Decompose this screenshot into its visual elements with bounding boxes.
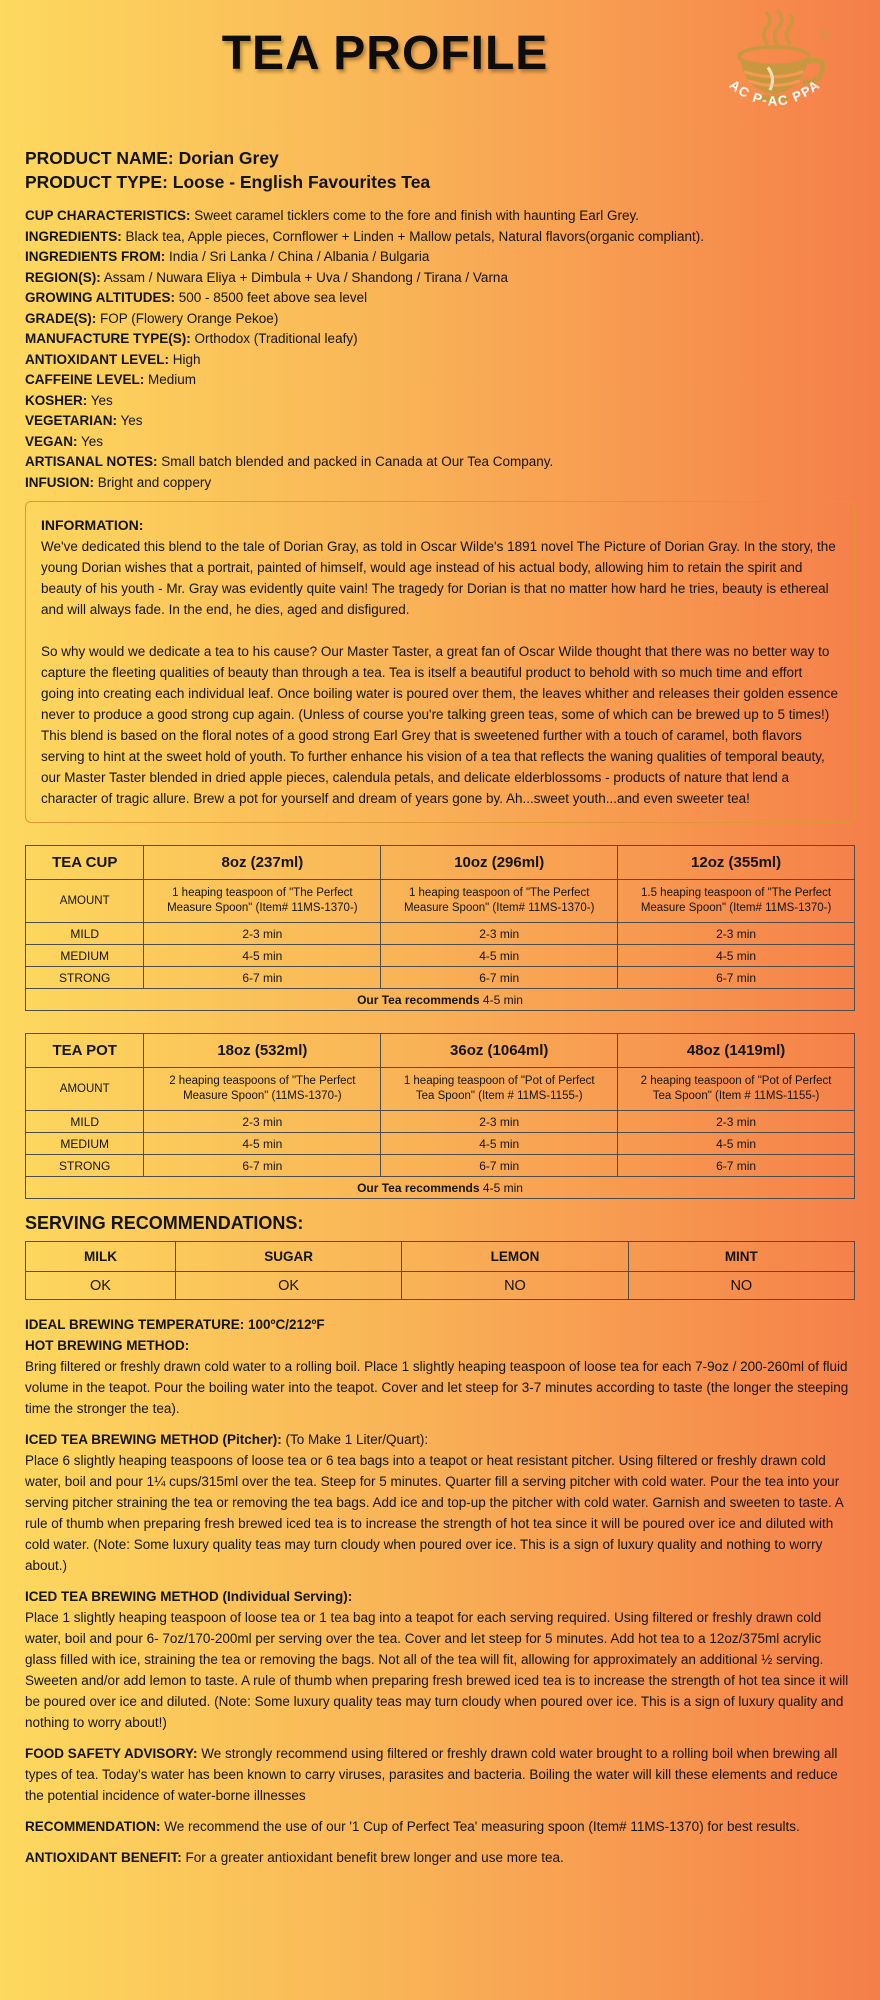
food-safety-body: We strongly recommend using filtered or freshly drawn cold water brought to a rolling boil when brewing all types of tea. Today's water has been known to carry viruses, parasites and bacteria. Boiling the water will kill these elements and reduce the potential incidence of water-borne illnesses (25, 1746, 838, 1803)
iced-individual-body: Place 1 slightly heaping teaspoon of loose tea or 1 tea bag into a teapot for each serving required. Using filtered or freshly drawn cold water, boil and pour 6- 7oz/170-200ml per serving over the tea. Cover and let steep for 5 minutes. Add hot tea to a 12oz/375ml acrylic glass filled with ice, straining the tea or removing the bags. Not all of the tea will fit, allowing for approximately an additional ½ serving. Sweeten and/or add lemon to taste. A rule of thumb when preparing fresh brewed iced tea is to increase the strength of hot tea since it will be poured over ice and diluted. (Note: Some luxury quality teas may turn cloudy when poured over ice. This is a sign of luxury quality and nothing to worry about!) (25, 1610, 849, 1730)
table-cell: NO (628, 1272, 854, 1300)
table-footer-normal: 4-5 min (479, 992, 523, 1007)
attribute-value: India / Sri Lanka / China / Albania / Bulgaria (165, 249, 430, 264)
table-cell: 6-7 min (618, 967, 855, 989)
table-cell: AMOUNT (26, 1068, 144, 1111)
food-safety-label: FOOD SAFETY ADVISORY: (25, 1746, 198, 1761)
recommendation-label: RECOMMENDATION: (25, 1819, 161, 1834)
table-row (26, 1111, 855, 1133)
attribute-row (25, 370, 855, 391)
table-cell: NO (402, 1272, 628, 1300)
product-name-line (25, 146, 855, 170)
page-title: TEA PROFILE (221, 27, 549, 80)
hot-brewing-heading (25, 1335, 855, 1356)
product-type-label: PRODUCT TYPE: (25, 172, 168, 192)
attribute-label: INGREDIENTS: (25, 228, 122, 244)
product-type-line (25, 170, 855, 194)
table-cell: 4-5 min (144, 945, 381, 967)
attribute-value: Black tea, Apple pieces, Cornflower + Linden + Mallow petals, Natural flavors(organic compliant). (121, 228, 705, 244)
table-header-cell: 12oz (355ml) (618, 846, 855, 880)
table-header-row (26, 1034, 855, 1068)
table-cell: 4-5 min (618, 1133, 855, 1155)
table-header-cell: TEA POT (26, 1034, 144, 1068)
table-header-cell: SUGAR (175, 1242, 401, 1272)
table-header-cell: 10oz (296ml) (381, 846, 618, 880)
table-cell: 6-7 min (144, 967, 381, 989)
attribute-label: INFUSION: (25, 474, 94, 490)
hot-brewing-heading-label: HOT BREWING METHOD: (25, 1338, 190, 1353)
iced-pitcher-body: Place 6 slightly heaping teaspoons of loose tea or 6 tea bags into a teapot or heat resistant pitcher. Using filtered or freshly drawn cold water, boil and pour 1¼ cups/315ml over the tea. Steep for 5 minutes. Quarter fill a serving pitcher with cold water. Pour the tea into your serving pitcher straining the tea or removing the tea bags. Add ice and top-up the pitcher with cold water. Garnish and sweeten to taste. A rule of thumb when preparing fresh brewed iced tea is to increase the strength of hot tea since it will be poured over ice and diluted with cold water. (Note: Some luxury quality teas may turn cloudy when poured over ice. This is a sign of luxury quality and nothing to worry about.) (25, 1453, 843, 1573)
attribute-value: High (169, 351, 201, 367)
iced-pitcher-heading (25, 1429, 855, 1450)
attribute-label: GROWING ALTITUDES: (25, 290, 175, 305)
attribute-label: INGREDIENTS FROM: (25, 249, 166, 264)
attribute-row (25, 350, 855, 371)
attribute-list (25, 206, 855, 493)
table-cell: STRONG (26, 1155, 144, 1177)
attribute-label: MANUFACTURE TYPE(S): (25, 331, 191, 346)
attribute-label: REGION(S): (25, 269, 101, 285)
table-row (26, 1272, 855, 1300)
product-name-value: Dorian Grey (173, 148, 279, 168)
attribute-value: Assam / Nuwara Eliya + Dimbula + Uva / Shandong / Tirana / Varna (100, 269, 508, 285)
table-cell: 2-3 min (381, 1111, 618, 1133)
product-type-value: Loose - English Favourites Tea (167, 172, 431, 192)
table-cell: 2-3 min (144, 923, 381, 945)
iced-individual-heading-label: ICED TEA BREWING METHOD (Individual Serving): (25, 1589, 353, 1604)
table-cell: 2-3 min (618, 1111, 855, 1133)
table-header-cell: 36oz (1064ml) (381, 1034, 618, 1068)
table-cell: OK (175, 1272, 401, 1300)
attribute-value: 500 - 8500 feet above sea level (174, 290, 368, 305)
attribute-label: KOSHER: (25, 392, 88, 408)
attribute-row (25, 411, 855, 432)
iced-pitcher-heading-normal: (To Make 1 Liter/Quart): (281, 1432, 429, 1447)
table-cell: 2 heaping teaspoons of "The Perfect Measure Spoon" (11MS-1370-) (144, 1068, 381, 1111)
attribute-label: GRADE(S): (25, 310, 97, 326)
table-header-row (26, 846, 855, 880)
table-footer-cell (26, 989, 855, 1011)
table-cell: 4-5 min (381, 945, 618, 967)
table-footer-bold: Our Tea recommends (357, 992, 480, 1007)
food-safety-advisory (25, 1743, 855, 1806)
product-name-label: PRODUCT NAME: (25, 148, 174, 168)
tea-pot-table (25, 1033, 855, 1199)
information-title: INFORMATION: (41, 517, 144, 533)
table-cell: 4-5 min (381, 1133, 618, 1155)
antioxidant-label: ANTIOXIDANT BENEFIT: (25, 1850, 182, 1865)
attribute-value: Bright and coppery (94, 474, 212, 490)
information-paragraph-1: We've dedicated this blend to the tale of Dorian Gray, as told in Oscar Wilde's 1891 novel The Picture of Dorian Gray. In the story, the young Dorian wishes that a portrait, painted of himself, would age instead of his actual body, allowing him to retain the spirit and beauty of his youth - Mr. Gray was evidently quite vain! The tragedy for Dorian is that no matter how hard he tries, beauty is ethereal and will always fade. In the end, he dies, aged and disfigured. (41, 539, 836, 617)
attribute-label: ANTIOXIDANT LEVEL: (25, 351, 169, 367)
logo-arc-text: AC P-AC PPA (726, 76, 824, 109)
table-cell: MILD (26, 923, 144, 945)
ideal-brewing-temperature: IDEAL BREWING TEMPERATURE: 100ºC/212ºF (25, 1317, 325, 1332)
header (25, 0, 855, 122)
table-header-cell: LEMON (402, 1242, 628, 1272)
table-footer-cell (26, 1177, 855, 1199)
attribute-row (25, 268, 855, 289)
table-cell: 6-7 min (618, 1155, 855, 1177)
attribute-value: Orthodox (Traditional leafy) (190, 331, 358, 346)
attribute-row (25, 309, 855, 330)
table-row (26, 945, 855, 967)
table-cell: 1 heaping teaspoon of "Pot of Perfect Tea Spoon" (Item # 11MS-1155-) (381, 1068, 618, 1111)
table-row (26, 1133, 855, 1155)
attribute-value: Yes (77, 433, 104, 449)
table-cell: 1 heaping teaspoon of "The Perfect Measure Spoon" (Item# 11MS-1370-) (144, 880, 381, 923)
attribute-label: VEGAN: (25, 433, 78, 449)
table-row (26, 880, 855, 923)
iced-pitcher-heading-bold: ICED TEA BREWING METHOD (Pitcher): (25, 1432, 282, 1447)
information-box (25, 501, 855, 823)
attribute-label: ARTISANAL NOTES: (25, 454, 158, 469)
table-header-cell: 48oz (1419ml) (618, 1034, 855, 1068)
table-cell: 2-3 min (618, 923, 855, 945)
table-cell: AMOUNT (26, 880, 144, 923)
table-header-cell: MINT (628, 1242, 854, 1272)
attribute-label: CAFFEINE LEVEL: (25, 372, 145, 387)
attribute-value: Yes (87, 392, 113, 408)
table-cell: 2-3 min (381, 923, 618, 945)
recommendation-body: We recommend the use of our '1 Cup of Perfect Tea' measuring spoon (Item# 11MS-1370) for best results. (160, 1819, 800, 1834)
table-row (26, 1155, 855, 1177)
attribute-label: VEGETARIAN: (25, 413, 118, 428)
table-cell: STRONG (26, 967, 144, 989)
table-cell: MILD (26, 1111, 144, 1133)
attribute-row (25, 473, 855, 494)
table-cell: 2 heaping teaspoon of "Pot of Perfect Tea Spoon" (Item # 11MS-1155-) (618, 1068, 855, 1111)
tea-cup-table (25, 845, 855, 1011)
table-row (26, 967, 855, 989)
attribute-row (25, 206, 855, 227)
table-cell: 2-3 min (144, 1111, 381, 1133)
table-header-cell: 8oz (237ml) (144, 846, 381, 880)
attribute-row (25, 247, 855, 268)
antioxidant-benefit (25, 1847, 855, 1868)
attribute-value: Small batch blended and packed in Canada at Our Tea Company. (157, 454, 554, 469)
information-paragraph-2: So why would we dedicate a tea to his cause? Our Master Taster, a great fan of Oscar Wilde thought that there was no better way to capture the fleeting qualities of beauty than through a tea. Tea is itself a beautiful product to behold with so much time and effort going into creating each individual leaf. Once boiling water is poured over them, the leaves whither and releases their golden essence never to produce a good strong cup again. (Unless of course you're talking green teas, some of which can be brewed up to 5 times!) This blend is based on the floral notes of a good strong Earl Grey that is sweetened further with a touch of caramel, both flavors serving to hint at the sweet hold of youth. To further enhance his vision of a tea that reflects the waning qualities of temporal beauty, our Master Taster blended in dried apple pieces, calendula petals, and delicate elderblossoms - products of nature that lend a character of tragic allure. Brew a pot for yourself and dream of years gone by. Ah...sweet youth...and even sweeter tea! (41, 644, 838, 806)
serving-recommendations-heading: SERVING RECOMMENDATIONS: (25, 1213, 304, 1233)
table-footer-row (26, 1177, 855, 1199)
table-cell: 4-5 min (144, 1133, 381, 1155)
table-footer-normal: 4-5 min (479, 1180, 523, 1195)
hot-brewing-body: Bring filtered or freshly drawn cold water to a rolling boil. Place 1 slightly heaping teaspoon of loose tea for each 7-9oz / 200-260ml of fluid volume in the teapot. Pour the boiling water into the teapot. Cover and let steep for 3-7 minutes according to taste (the longer the steeping time the stronger the tea). (25, 1359, 849, 1416)
attribute-label: CUP CHARACTERISTICS: (25, 208, 191, 223)
attribute-value: Yes (117, 413, 143, 428)
table-row (26, 1068, 855, 1111)
attribute-value: Medium (144, 372, 197, 387)
product-block (25, 146, 855, 194)
table-header-row (26, 1242, 855, 1272)
attribute-row (25, 391, 855, 412)
table-cell: 6-7 min (381, 1155, 618, 1177)
attribute-row (25, 288, 855, 309)
table-row (26, 923, 855, 945)
attribute-value: FOP (Flowery Orange Pekoe) (96, 310, 279, 326)
attribute-row (25, 432, 855, 453)
table-cell: 1 heaping teaspoon of "The Perfect Measure Spoon" (Item# 11MS-1370-) (381, 880, 618, 923)
attribute-row (25, 227, 855, 248)
paragraph-spacer (41, 620, 839, 641)
antioxidant-body: For a greater antioxidant benefit brew longer and use more tea. (181, 1850, 564, 1865)
attribute-row (25, 452, 855, 473)
table-cell: OK (26, 1272, 176, 1300)
table-footer-row (26, 989, 855, 1011)
table-header-cell: TEA CUP (26, 846, 144, 880)
serving-recommendations-table (25, 1241, 855, 1300)
recommendation (25, 1816, 855, 1837)
logo-copyright: © (820, 26, 830, 42)
table-header-cell: 18oz (532ml) (144, 1034, 381, 1068)
table-cell: 6-7 min (144, 1155, 381, 1177)
table-footer-bold: Our Tea recommends (357, 1180, 480, 1195)
attribute-row (25, 329, 855, 350)
iced-individual-heading (25, 1586, 855, 1607)
table-header-cell: MILK (26, 1242, 176, 1272)
tea-cup-logo-icon (711, 8, 839, 126)
attribute-value: Sweet caramel ticklers come to the fore and finish with haunting Earl Grey. (190, 208, 639, 223)
table-cell: 4-5 min (618, 945, 855, 967)
table-cell: MEDIUM (26, 945, 144, 967)
table-cell: MEDIUM (26, 1133, 144, 1155)
table-cell: 6-7 min (381, 967, 618, 989)
table-cell: 1.5 heaping teaspoon of "The Perfect Measure Spoon" (Item# 11MS-1370-) (618, 880, 855, 923)
brewing-instructions (25, 1314, 855, 1868)
